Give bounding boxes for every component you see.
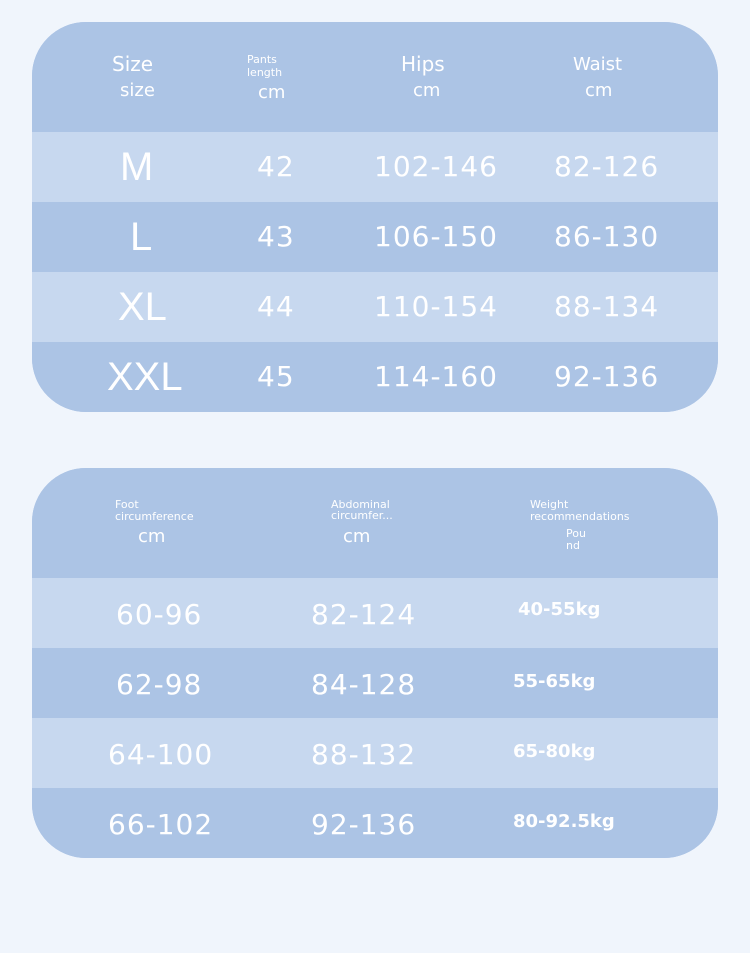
- header-hips-unit: cm: [413, 80, 441, 101]
- table-row: [32, 272, 718, 342]
- header-abdominal-unit: cm: [343, 526, 371, 547]
- header-weight-unit: Pou: [566, 527, 586, 540]
- measurement-chart-header: [32, 468, 718, 578]
- hips-cell: 106-150: [374, 220, 498, 253]
- size-cell: XXL: [107, 355, 183, 399]
- hips-cell: 114-160: [374, 360, 498, 393]
- header-pants-unit: cm: [258, 82, 286, 103]
- header-waist: Waist: [573, 54, 623, 75]
- pants-length-cell: 43: [257, 220, 295, 253]
- abdominal-cell: 92-136: [311, 808, 417, 841]
- header-foot-circumference: circumference: [115, 510, 194, 523]
- waist-cell: 92-136: [554, 360, 660, 393]
- size-chart-header: [32, 22, 718, 132]
- table-row: [32, 132, 718, 202]
- weight-cell: 55-65kg: [513, 671, 596, 692]
- size-chart-card: [32, 22, 718, 412]
- pants-length-cell: 44: [257, 290, 295, 323]
- header-abdominal: Abdominal: [331, 498, 390, 511]
- header-waist-unit: cm: [585, 80, 613, 101]
- header-size-sub: size: [120, 80, 155, 101]
- header-weight-unit-2: nd: [566, 539, 580, 552]
- table-row: [32, 342, 718, 412]
- foot-cell: 64-100: [108, 738, 214, 771]
- pants-length-cell: 45: [257, 360, 295, 393]
- table-row: [32, 202, 718, 272]
- abdominal-cell: 84-128: [311, 668, 417, 701]
- hips-cell: 110-154: [374, 290, 498, 323]
- size-cell: M: [120, 145, 154, 189]
- header-hips: Hips: [401, 52, 445, 76]
- weight-cell: 40-55kg: [518, 599, 601, 620]
- table-row: [32, 718, 718, 788]
- abdominal-cell: 82-124: [311, 598, 417, 631]
- foot-cell: 62-98: [116, 668, 203, 701]
- waist-cell: 86-130: [554, 220, 660, 253]
- weight-cell: 80-92.5kg: [513, 811, 615, 832]
- waist-cell: 88-134: [554, 290, 660, 323]
- table-row: [32, 578, 718, 648]
- header-weight: Weight: [530, 498, 569, 511]
- header-pants-length: length: [247, 66, 283, 79]
- header-weight-recommendations: recommendations: [530, 510, 630, 523]
- header-foot-unit: cm: [138, 526, 166, 547]
- header-size: Size: [112, 52, 154, 76]
- header-abdominal-circumference: circumfer...: [331, 509, 393, 522]
- hips-cell: 102-146: [374, 150, 498, 183]
- measurement-chart-card: [32, 468, 718, 858]
- foot-cell: 66-102: [108, 808, 214, 841]
- waist-cell: 82-126: [554, 150, 660, 183]
- weight-cell: 65-80kg: [513, 741, 596, 762]
- size-cell: XL: [118, 285, 167, 329]
- header-pants: Pants: [247, 53, 277, 66]
- pants-length-cell: 42: [257, 150, 295, 183]
- header-foot: Foot: [115, 498, 139, 511]
- size-cell: L: [130, 215, 153, 259]
- abdominal-cell: 88-132: [311, 738, 417, 771]
- table-row: [32, 788, 718, 858]
- foot-cell: 60-96: [116, 598, 203, 631]
- table-row: [32, 648, 718, 718]
